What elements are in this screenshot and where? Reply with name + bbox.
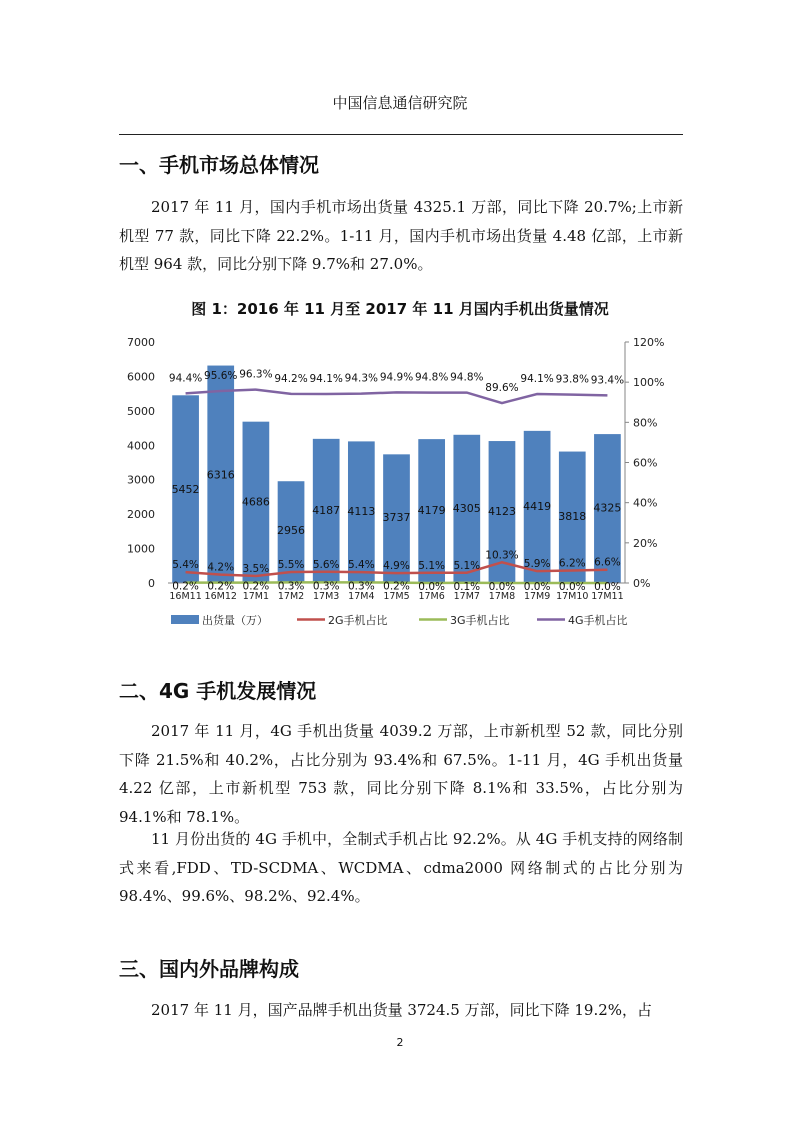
bar-value-label: 4123 <box>487 504 516 518</box>
x-tick-label: 16M11 <box>169 591 202 602</box>
4g-share-label: 94.1% <box>309 373 343 386</box>
3g-share-label: 0.2% <box>172 580 199 593</box>
bar-value-label: 2956 <box>277 524 306 538</box>
4g-share-label: 94.8% <box>414 371 449 384</box>
bar-value-label: 4113 <box>347 505 376 519</box>
4g-share-label: 95.6% <box>204 370 238 383</box>
bar-value-label: 3818 <box>558 509 587 523</box>
4g-share-label: 94.9% <box>379 371 414 384</box>
legend-label: 4G手机占比 <box>568 614 628 627</box>
left-tick-label: 2000 <box>127 508 155 522</box>
figure1-title: 图 1：2016 年 11 月至 2017 年 11 月国内手机出货量情况 <box>191 300 609 318</box>
3g-share-label: 0.2% <box>383 580 410 593</box>
4g-share-label: 94.8% <box>450 371 484 384</box>
left-tick-label: 4000 <box>127 439 155 453</box>
4g-share-line <box>186 390 608 403</box>
2g-share-label: 6.2% <box>558 557 586 570</box>
x-tick-label: 17M6 <box>418 591 445 602</box>
2g-share-label: 6.6% <box>594 556 621 569</box>
4g-share-label: 94.4% <box>168 372 203 385</box>
2g-share-label: 10.3% <box>485 549 519 562</box>
x-tick-label: 17M11 <box>591 591 624 602</box>
bar-value-label: 4187 <box>312 503 341 517</box>
left-tick-label: 1000 <box>127 542 155 556</box>
left-tick-label: 6000 <box>127 370 155 384</box>
x-tick-label: 17M9 <box>523 591 551 602</box>
bar-value-label: 5452 <box>171 482 200 496</box>
right-tick-label: 0% <box>633 577 651 590</box>
3g-share-label: 0.3% <box>277 580 305 593</box>
right-tick-label: 120% <box>633 336 665 349</box>
2g-share-label: 5.4% <box>348 559 375 572</box>
right-tick-label: 40% <box>633 496 658 510</box>
left-tick-label: 7000 <box>127 336 155 349</box>
2g-share-label: 5.9% <box>523 558 551 571</box>
bar-value-label: 6316 <box>206 468 235 482</box>
bar-value-label: 4686 <box>241 495 270 509</box>
legend-label: 出货量（万） <box>202 614 268 627</box>
3g-share-label: 0.3% <box>348 580 375 593</box>
right-tick-label: 100% <box>633 376 665 390</box>
bar-value-label: 3737 <box>382 511 411 525</box>
bar-value-label: 4419 <box>523 499 552 513</box>
3g-share-label: 0.0% <box>558 581 586 593</box>
legend-swatch-bar <box>171 615 199 624</box>
section3-paragraph: 2017 年 11 月，国产品牌手机出货量 3724.5 万部，同比下降 19.2%，占 <box>151 1001 653 1019</box>
header-divider <box>119 134 683 135</box>
section1-paragraph: 2017 年 11 月，国内手机市场出货量 4325.1 万部，同比下降 20.7%;上市新机型 77 款，同比下降 22.2%。1-11 月，国内手机市场出货量 4.48 亿部，上市新机型 964 款，同比分别下降 9.7%和 27.0%。 <box>119 198 683 273</box>
3g-share-label: 0.0% <box>418 581 445 593</box>
x-tick-label: 17M4 <box>348 591 375 602</box>
bar-value-label: 4305 <box>452 501 481 515</box>
x-tick-label: 17M3 <box>313 591 340 602</box>
3g-share-label: 0.3% <box>312 580 340 593</box>
2g-share-label: 3.5% <box>242 562 270 575</box>
4g-share-label: 94.2% <box>274 372 308 385</box>
bar-value-label: 4325 <box>593 501 622 515</box>
3g-share-label: 0.2% <box>242 580 270 593</box>
2g-share-label: 4.2% <box>207 561 235 574</box>
section3-heading: 三、国内外品牌构成 <box>119 957 299 981</box>
x-tick-label: 17M1 <box>242 591 270 602</box>
bar-value-label: 4179 <box>417 503 446 517</box>
left-tick-label: 3000 <box>127 473 155 487</box>
x-tick-label: 17M8 <box>488 591 516 602</box>
section2-paragraph-1: 2017 年 11 月，4G 手机出货量 4039.2 万部，上市新机型 52 款，同比分别下降 21.5%和 40.2%，占比分别为 93.4%和 67.5%。1-11 月，4G 手机出货量 4.22 亿部，上市新机型 753 款，同比分别下降 8.1%和 33.5%，占比分别为 94.1%和 78.1%。 <box>119 722 683 826</box>
legend-label: 3G手机占比 <box>450 614 510 627</box>
3g-share-label: 0.0% <box>523 581 551 593</box>
page-number: 2 <box>396 1036 404 1049</box>
3g-share-label: 0.0% <box>488 581 516 593</box>
right-tick-label: 20% <box>633 536 658 550</box>
3g-share-label: 0.0% <box>594 581 621 593</box>
2g-share-label: 5.5% <box>277 558 305 571</box>
right-tick-label: 80% <box>633 416 658 430</box>
section1-heading: 一、手机市场总体情况 <box>119 153 319 177</box>
x-tick-label: 17M5 <box>383 591 410 602</box>
2g-share-label: 5.1% <box>453 559 481 572</box>
x-tick-label: 16M12 <box>204 591 237 602</box>
3g-share-label: 0.2% <box>207 580 235 593</box>
left-tick-label: 5000 <box>127 404 155 418</box>
page-header: 中国信息通信研究院 <box>332 94 468 112</box>
x-tick-label: 17M2 <box>277 591 305 602</box>
4g-share-label: 96.3% <box>239 368 273 381</box>
section2-heading: 二、4G 手机发展情况 <box>119 679 317 703</box>
2g-share-label: 5.1% <box>418 559 445 572</box>
2g-share-label: 4.9% <box>383 560 410 573</box>
4g-share-label: 93.8% <box>555 373 589 386</box>
right-tick-label: 60% <box>633 456 658 470</box>
section2-paragraph-2: 11 月份出货的 4G 手机中，全制式手机占比 92.2%。从 4G 手机支持的网络制式来看,FDD、TD-SCDMA、WCDMA、cdma2000 网络制式的占比分别为 98.4%、99.6%、98.2%、92.4%。 <box>119 830 683 905</box>
x-tick-label: 17M7 <box>453 591 480 602</box>
shipment-chart <box>119 328 665 638</box>
legend-label: 2G手机占比 <box>328 614 388 627</box>
4g-share-label: 93.4% <box>590 374 625 387</box>
left-tick-label: 0 <box>148 577 155 590</box>
x-tick-label: 17M10 <box>556 591 589 602</box>
4g-share-label: 89.6% <box>485 382 519 395</box>
3g-share-label: 0.1% <box>453 580 481 593</box>
2g-share-label: 5.4% <box>172 559 199 572</box>
4g-share-label: 94.3% <box>344 372 379 385</box>
2g-share-label: 5.6% <box>312 558 340 571</box>
4g-share-label: 94.1% <box>520 373 554 386</box>
